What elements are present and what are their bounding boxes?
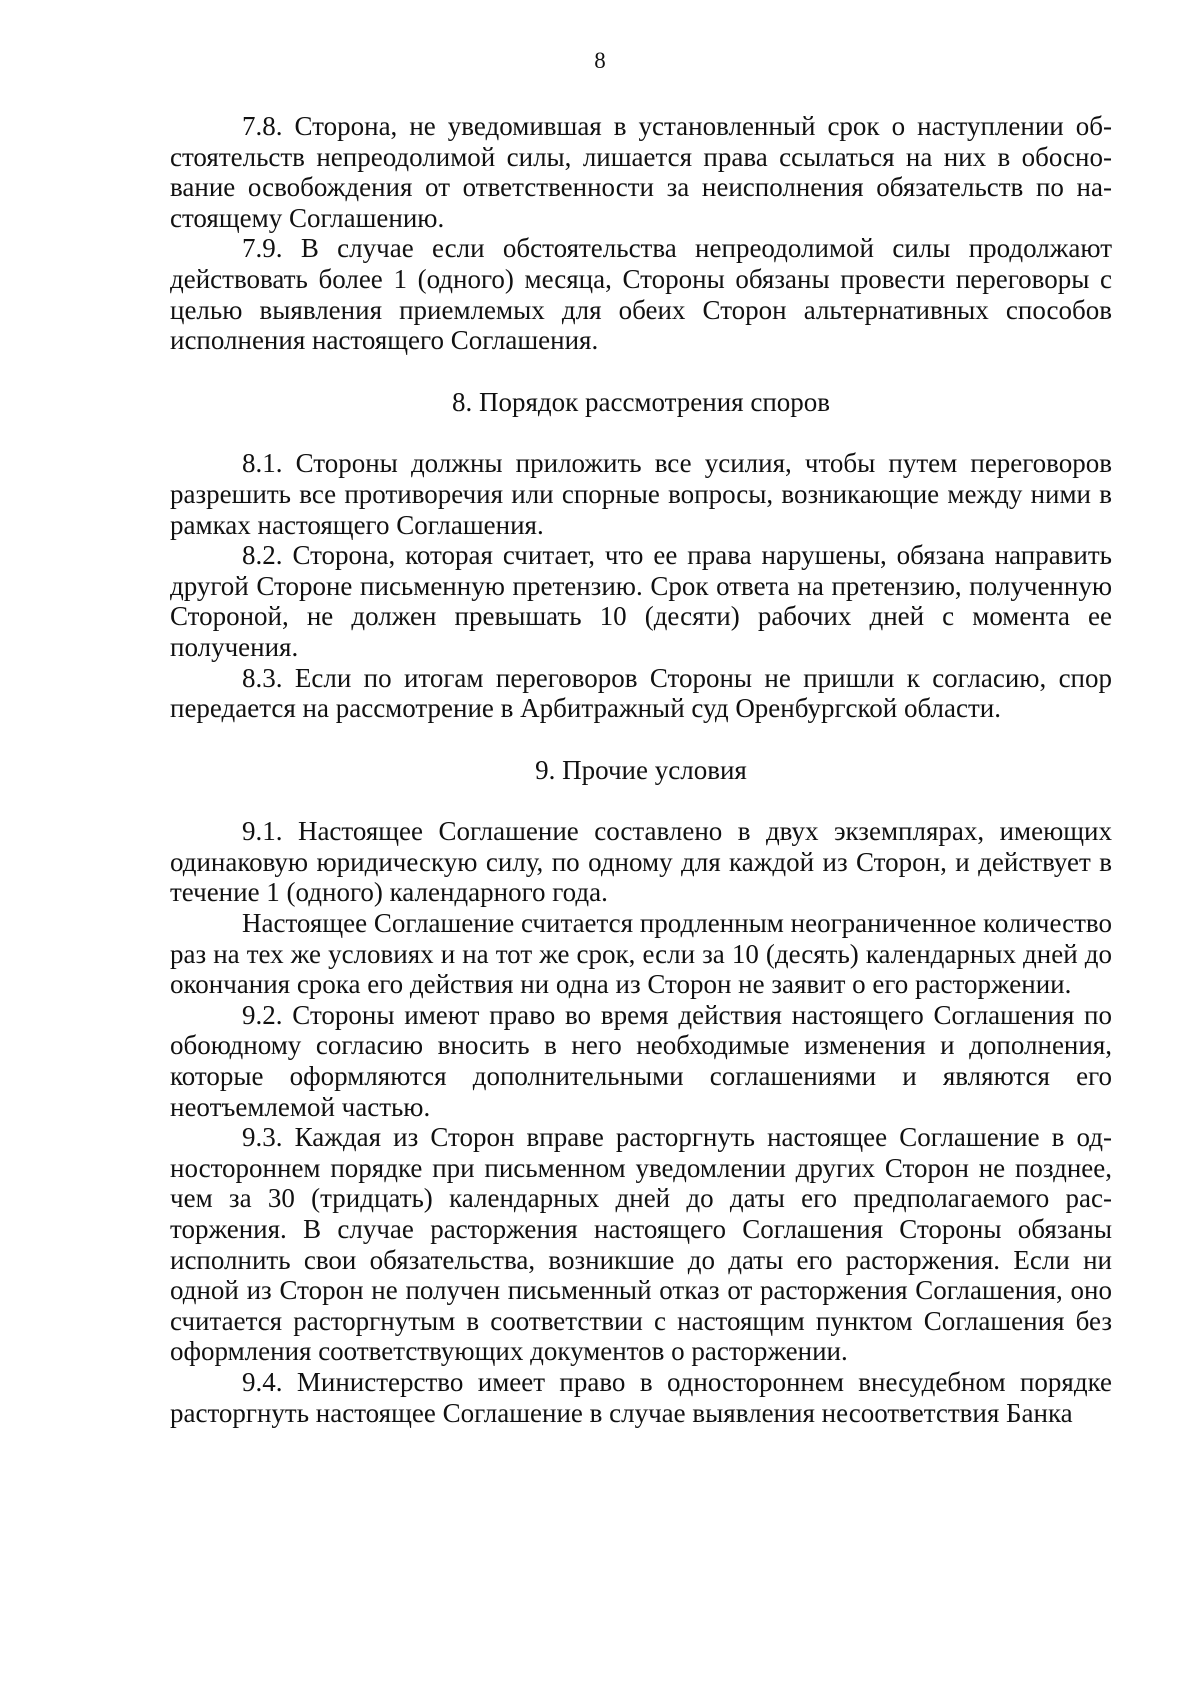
section-8-heading: 8. Порядок рассмотрения споров xyxy=(451,386,831,417)
section-9-heading: 9. Прочие условия xyxy=(535,754,747,785)
spacer xyxy=(170,724,1112,755)
document-body xyxy=(170,111,1112,1428)
spacer xyxy=(170,417,1112,448)
clause-7-9: 7.9. В случае если обстоятельства непреодолимой силы продолжают действовать более 1 (одного) месяца, Стороны обязаны провести переговоры с целью выявления приемлемых для обеих Сторон альтернативных способов исполнения настоящего Соглашения. xyxy=(170,233,1112,356)
clause-9-1: 9.1. Настоящее Соглашение составлено в двух экземплярах, имеющих одинаковую юридическую силу, по одному для каждой из Сторон, и действует в течение 1 (одного) календарного года. xyxy=(170,816,1112,908)
clause-8-2: 8.2. Сторона, которая считает, что ее права нарушены, обязана направить другой Стороне письменную претензию. Срок ответа на претензию, полученную Стороной, не должен превышать 10 (десяти) рабочих дней с момента ее получения. xyxy=(170,540,1112,662)
clause-9-2: 9.2. Стороны имеют право во время действия настоящего Соглашения по обоюдному согласию вносить в него необходимые изменения и дополнения, которые оформляются дополнительными соглашениями и являются его неотъемлемой частью. xyxy=(170,999,1112,1122)
clause-9-1-extension: Настоящее Соглашение считается продленным неограниченное количество раз на тех же условиях и на тот же срок, если за 10 (десять) календарных дней до окончания срока его действия ни одна из Сторон не заявит о его расторжении. xyxy=(170,908,1112,1000)
page-number: 8 xyxy=(594,48,606,73)
clause-9-3: 9.3. Каждая из Сторон вправе расторгнуть настоящее Соглашение в одностороннем порядке при письменном уведомлении других Сторон не позднее, чем за 30 (тридцать) календарных дней до даты его предполагаемого расторжения. В случае расторжения настоящего Соглашения Стороны обязаны исполнить свои обязательства, возникшие до даты его расторжения. Если ни одной из Сторон не получен письменный отказ от расторжения Соглашения, оно считается расторгнутым в соответствии с настоящим пунктом Соглашения без оформления соответствующих документов о расторжении. xyxy=(170,1122,1112,1367)
spacer xyxy=(170,785,1112,816)
clause-9-4: 9.4. Министерство имеет право в одностороннем внесудебном порядке расторгнуть настоящее Соглашение в случае выявления несоответствия Банка xyxy=(170,1366,1112,1428)
clause-8-3: 8.3. Если по итогам переговоров Стороны не пришли к согласию, спор передается на рассмотрение в Арбитражный суд Оренбургской области. xyxy=(170,662,1112,724)
spacer xyxy=(170,356,1112,387)
clause-7-8: 7.8. Сторона, не уведомившая в установленный срок о наступлении обстоятельств непреодолимой силы, лишается права ссылаться на них в обоснование освобождения от ответственности за неисполнения обязательств по настоящему Соглашению. xyxy=(170,111,1112,233)
clause-8-1: 8.1. Стороны должны приложить все усилия, чтобы путем переговоров разрешить все противоречия или спорные вопросы, возникающие между ними в рамках настоящего Соглашения. xyxy=(170,448,1112,540)
